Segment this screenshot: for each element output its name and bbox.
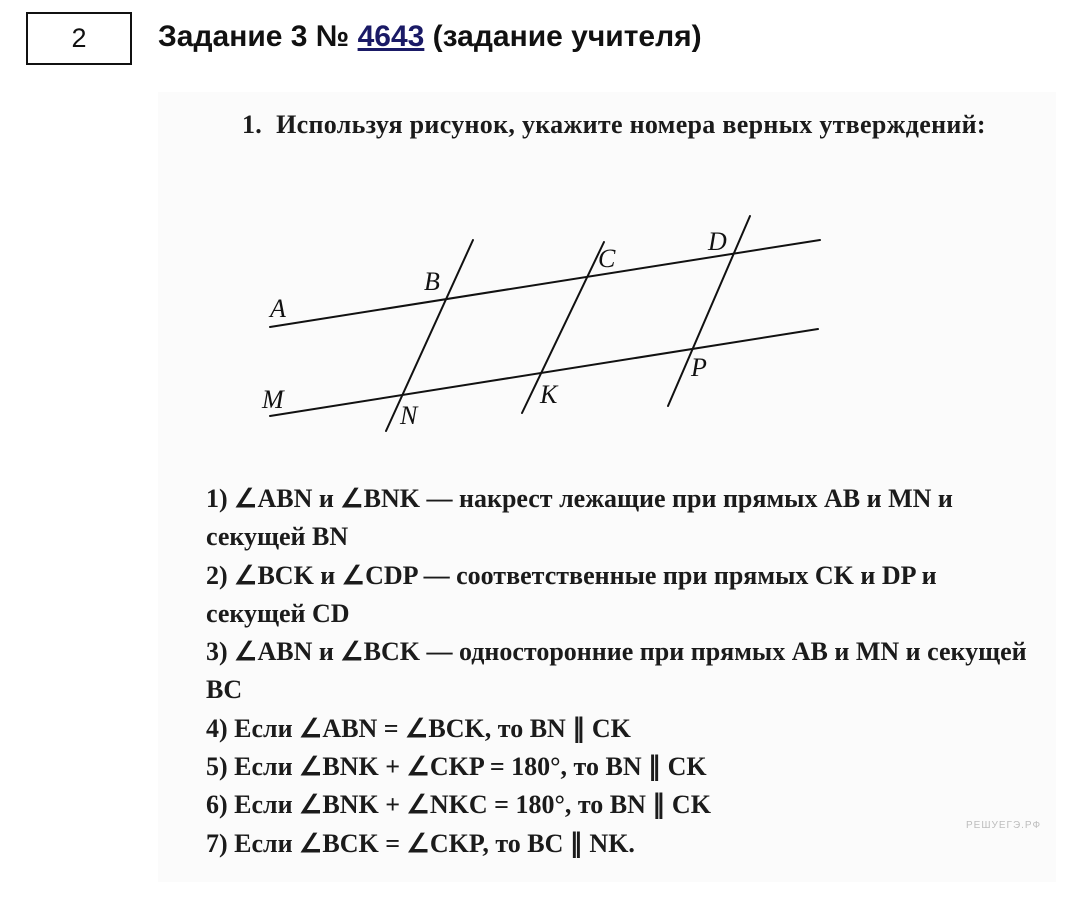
statement-4: 4) Если ∠ABN = ∠BCK, то BN ∥ CK bbox=[206, 713, 631, 743]
statement-list bbox=[206, 480, 1036, 863]
problem-number: 1. bbox=[242, 110, 263, 139]
label-b: B bbox=[424, 267, 440, 296]
statement-7: 7) Если ∠BCK = ∠CKP, то BC ∥ NK. bbox=[206, 828, 635, 858]
task-title-suffix: (задание учителя) bbox=[424, 20, 702, 53]
line-ck bbox=[522, 242, 604, 413]
statement-2: 2) ∠BCK и ∠CDP — соответственные при прямых CK и DP и секущей CD bbox=[206, 560, 937, 628]
label-d: D bbox=[708, 227, 727, 256]
task-title-prefix: Задание 3 № bbox=[158, 20, 358, 53]
label-p: P bbox=[691, 353, 707, 382]
label-a: A bbox=[270, 294, 286, 323]
task-title bbox=[158, 20, 702, 54]
task-number-box bbox=[26, 12, 132, 65]
geometry-figure bbox=[158, 92, 1056, 452]
problem-image bbox=[158, 92, 1056, 882]
problem-prompt-text: Используя рисунок, укажите номера верных утверждений: bbox=[276, 110, 986, 139]
task-id-link[interactable]: 4643 bbox=[357, 20, 425, 53]
label-k: K bbox=[540, 380, 558, 409]
label-n: N bbox=[400, 401, 418, 430]
statement-3: 3) ∠ABN и ∠BCK — односторонние при прямых AB и MN и секущей BC bbox=[206, 637, 1027, 705]
label-c: C bbox=[598, 244, 616, 273]
label-m: M bbox=[262, 385, 284, 414]
statement-5: 5) Если ∠BNK + ∠CKP = 180°, то BN ∥ CK bbox=[206, 752, 707, 782]
statement-6: 6) Если ∠BNK + ∠NKC = 180°, то BN ∥ CK bbox=[206, 790, 711, 820]
statement-1: 1) ∠ABN и ∠BNK — накрест лежащие при прямых AB и MN и секущей BN bbox=[206, 484, 953, 552]
watermark: РЕШУЕГЭ.РФ bbox=[966, 820, 1042, 831]
task-number: 2 bbox=[71, 23, 87, 53]
line-ab bbox=[270, 240, 820, 327]
